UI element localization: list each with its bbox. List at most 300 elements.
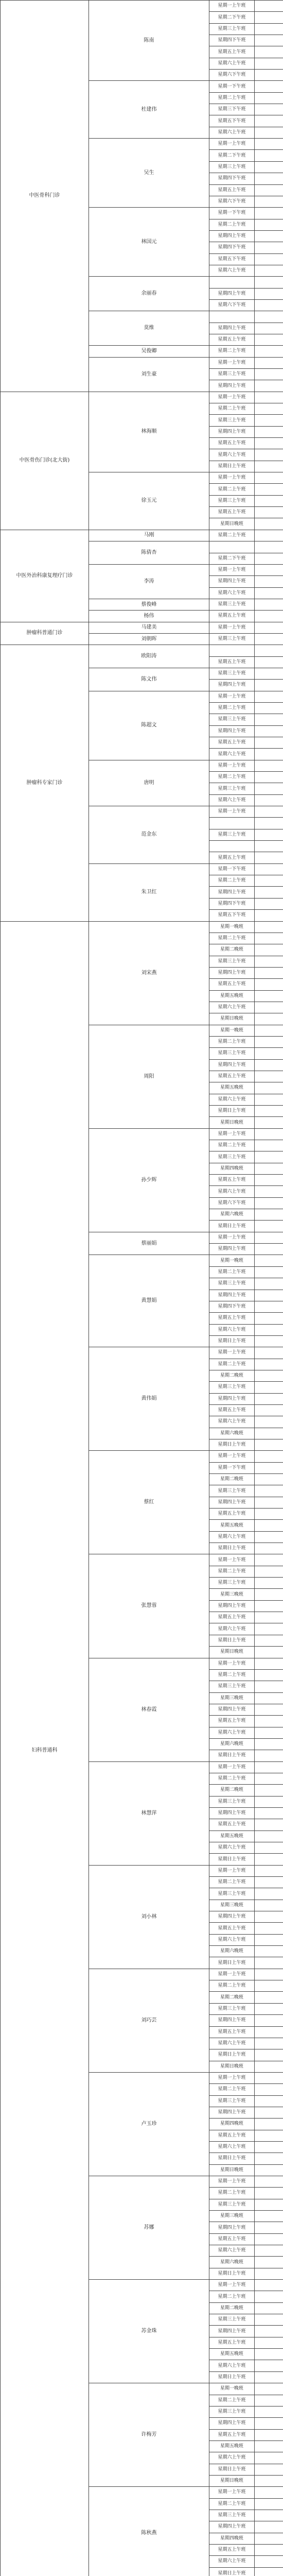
shift-cell: 星期四上午班	[209, 1704, 255, 1715]
blank-cell	[255, 1681, 283, 1692]
blank-cell	[255, 1428, 283, 1439]
shift-cell: 星期五上午班	[209, 1819, 255, 1831]
blank-cell	[255, 1888, 283, 1900]
blank-cell	[255, 1048, 283, 1059]
blank-cell	[255, 1704, 283, 1715]
doctor-name: 张慧蓉	[89, 1554, 209, 1658]
doctor-name: 刘小林	[89, 1865, 209, 1969]
blank-cell	[255, 161, 283, 173]
shift-cell: 星期一上午班	[209, 1554, 255, 1566]
blank-cell	[255, 150, 283, 161]
blank-cell	[255, 1911, 283, 1923]
blank-cell	[255, 1497, 283, 1508]
shift-cell: 星期三上午班	[209, 1048, 255, 1059]
blank-cell	[255, 139, 283, 150]
blank-cell	[255, 115, 283, 127]
blank-cell	[255, 1370, 283, 1381]
shift-cell: 星期四上午班	[209, 288, 255, 299]
department-name: 肿瘤科普通门诊	[1, 622, 89, 645]
shift-cell: 星期六晚班	[209, 1428, 255, 1439]
shift-cell: 星期三上午班	[209, 1681, 255, 1692]
doctor-name: 徐玉元	[89, 472, 209, 530]
shift-cell: 星期日上午班	[209, 1957, 255, 1969]
blank-cell	[255, 1819, 283, 1831]
shift-cell: 星期五上午班	[209, 438, 255, 449]
blank-cell	[255, 1301, 283, 1312]
blank-cell	[255, 2521, 283, 2533]
shift-cell: 星期三晚班	[209, 1589, 255, 1600]
blank-cell	[255, 2141, 283, 2153]
blank-cell	[255, 334, 283, 345]
doctor-name: 林春霞	[89, 1658, 209, 1761]
shift-cell: 星期四下午班	[209, 1301, 255, 1312]
shift-cell: 星期五晚班	[209, 2441, 255, 2452]
blank-cell	[255, 1094, 283, 1105]
shift-cell: 星期五晚班	[209, 1831, 255, 1842]
blank-cell	[255, 622, 283, 633]
shift-cell: 星期三上午班	[209, 783, 255, 794]
shift-cell: 星期四晚班	[209, 2533, 255, 2544]
doctor-name: 吴生	[89, 139, 209, 208]
shift-cell	[209, 277, 255, 288]
doctor-name: 许梅芳	[89, 2383, 209, 2487]
shift-cell: 星期日上午班	[209, 1335, 255, 1347]
shift-cell: 星期六上午班	[209, 1531, 255, 1543]
shift-cell: 星期四上午班	[209, 2521, 255, 2533]
blank-cell	[255, 1509, 283, 1520]
blank-cell	[255, 1290, 283, 1301]
shift-cell: 星期四上午班	[209, 380, 255, 392]
shift-cell: 星期二上午班	[209, 219, 255, 230]
blank-cell	[255, 1359, 283, 1370]
blank-cell	[255, 2038, 283, 2049]
shift-cell: 星期一上午班	[209, 1347, 255, 1359]
blank-cell	[255, 979, 283, 990]
blank-cell	[255, 1692, 283, 1704]
shift-cell: 星期六上午班	[209, 2141, 255, 2153]
blank-cell	[255, 863, 283, 875]
blank-cell	[255, 35, 283, 46]
blank-cell	[255, 2544, 283, 2555]
blank-cell	[255, 921, 283, 933]
doctor-name: 黄慧娟	[89, 1255, 209, 1347]
shift-cell	[209, 645, 255, 656]
shift-cell: 星期三上午班	[209, 2199, 255, 2210]
blank-cell	[255, 70, 283, 81]
blank-cell	[255, 2003, 283, 2014]
shift-cell: 星期二上午班	[209, 2291, 255, 2302]
shift-cell: 星期一晚班	[209, 1255, 255, 1266]
shift-cell: 星期一上午班	[209, 691, 255, 702]
blank-cell	[255, 2487, 283, 2498]
blank-cell	[255, 1335, 283, 1347]
blank-cell	[255, 967, 283, 978]
blank-cell	[255, 1554, 283, 1566]
blank-cell	[255, 2464, 283, 2475]
shift-cell: 星期日上午班	[209, 1439, 255, 1450]
shift-cell: 星期五上午班	[209, 2544, 255, 2555]
blank-cell	[255, 1957, 283, 1969]
shift-cell: 星期二上午班	[209, 2084, 255, 2095]
blank-cell	[255, 1566, 283, 1577]
blank-cell	[255, 875, 283, 887]
shift-cell: 星期二上午班	[209, 702, 255, 714]
blank-cell	[255, 737, 283, 749]
shift-cell: 星期日晚班	[209, 2061, 255, 2072]
shift-cell: 星期三上午班	[209, 23, 255, 35]
shift-cell: 星期六下午班	[209, 299, 255, 311]
table-row	[1, 530, 283, 541]
shift-cell: 星期四上午班	[209, 1244, 255, 1255]
shift-cell: 星期六晚班	[209, 1738, 255, 1750]
blank-cell	[255, 1865, 283, 1876]
blank-cell	[255, 898, 283, 909]
shift-cell: 星期五晚班	[209, 1082, 255, 1094]
shift-cell: 星期六上午班	[209, 1324, 255, 1335]
shift-cell: 星期四晚班	[209, 2119, 255, 2130]
blank-cell	[255, 1175, 283, 1186]
blank-cell	[255, 1186, 283, 1197]
blank-cell	[255, 253, 283, 265]
blank-cell	[255, 691, 283, 702]
shift-cell: 星期六上午班	[209, 1416, 255, 1428]
shift-cell: 星期日晚班	[209, 1117, 255, 1128]
shift-cell: 星期一上午班	[209, 139, 255, 150]
blank-cell	[255, 1727, 283, 1738]
blank-cell	[255, 2072, 283, 2083]
blank-cell	[255, 2360, 283, 2371]
shift-cell: 星期三上午班	[209, 495, 255, 506]
blank-cell	[255, 990, 283, 1002]
shift-cell: 星期五上午班	[209, 2026, 255, 2038]
shift-cell: 星期四上午班	[209, 323, 255, 334]
blank-cell	[255, 1404, 283, 1416]
blank-cell	[255, 910, 283, 921]
blank-cell	[255, 1600, 283, 1612]
shift-cell: 星期三上午班	[209, 2095, 255, 2107]
shift-cell: 星期日上午班	[209, 1221, 255, 1232]
blank-cell	[255, 772, 283, 783]
shift-cell: 星期日上午班	[209, 1854, 255, 1865]
shift-cell: 星期四上午班	[209, 1059, 255, 1071]
shift-cell: 星期三上午班	[209, 1485, 255, 1497]
shift-cell: 星期三上午班	[209, 1796, 255, 1807]
shift-cell: 星期一上午班	[209, 1865, 255, 1876]
blank-cell	[255, 2233, 283, 2245]
blank-cell	[255, 1393, 283, 1404]
doctor-name: 陈倩杏	[89, 541, 209, 565]
blank-cell	[255, 311, 283, 323]
blank-cell	[255, 369, 283, 380]
doctor-name: 蔡丽娟	[89, 1232, 209, 1255]
blank-cell	[255, 1117, 283, 1128]
shift-cell: 星期四上午班	[209, 725, 255, 737]
blank-cell	[255, 46, 283, 58]
blank-cell	[255, 12, 283, 23]
shift-cell: 星期四上午班	[209, 2222, 255, 2233]
shift-cell: 星期五下午班	[209, 910, 255, 921]
shift-cell: 星期二上午班	[209, 530, 255, 541]
blank-cell	[255, 2211, 283, 2222]
blank-cell	[255, 104, 283, 115]
blank-cell	[255, 1140, 283, 1151]
blank-cell	[255, 1635, 283, 1646]
doctor-name: 林国元	[89, 208, 209, 277]
blank-cell	[255, 1439, 283, 1450]
shift-cell: 星期二晚班	[209, 2302, 255, 2314]
blank-cell	[255, 1209, 283, 1221]
doctor-name: 唐明	[89, 760, 209, 806]
blank-cell	[255, 2280, 283, 2291]
shift-cell: 星期五下午班	[209, 253, 255, 265]
blank-cell	[255, 1025, 283, 1036]
blank-cell	[255, 2349, 283, 2360]
shift-cell: 星期三上午班	[209, 2314, 255, 2326]
blank-cell	[255, 1278, 283, 1290]
shift-cell: 星期四上午班	[209, 967, 255, 978]
shift-cell: 星期二上午班	[209, 92, 255, 104]
shift-cell: 星期一上午班	[209, 760, 255, 771]
shift-cell: 星期一上午班	[209, 1761, 255, 1773]
blank-cell	[255, 1255, 283, 1266]
blank-cell	[255, 1900, 283, 1911]
blank-cell	[255, 1462, 283, 1473]
blank-cell	[255, 668, 283, 679]
shift-cell: 星期日上午班	[209, 2567, 255, 2576]
shift-cell: 星期二上午班	[209, 1359, 255, 1370]
shift-cell: 星期六上午班	[209, 2360, 255, 2371]
shift-cell: 星期二上午班	[209, 346, 255, 357]
blank-cell	[255, 2371, 283, 2383]
blank-cell	[255, 2015, 283, 2026]
blank-cell	[255, 852, 283, 863]
shift-cell: 星期六下午班	[209, 196, 255, 207]
shift-cell: 星期二上午班	[209, 1266, 255, 1278]
blank-cell	[255, 1658, 283, 1669]
blank-cell	[255, 587, 283, 599]
shift-cell: 星期六上午班	[209, 2038, 255, 2049]
blank-cell	[255, 2533, 283, 2544]
blank-cell	[255, 127, 283, 138]
blank-cell	[255, 841, 283, 852]
shift-cell: 星期六上午班	[209, 2245, 255, 2257]
shift-cell: 星期二上午班	[209, 1877, 255, 1888]
doctor-name: 欧阳涛	[89, 645, 209, 668]
shift-cell: 星期三上午班	[209, 1888, 255, 1900]
shift-cell: 星期二下午班	[209, 150, 255, 161]
blank-cell	[255, 2418, 283, 2429]
table-row	[1, 921, 283, 933]
shift-cell: 星期六上午班	[209, 2556, 255, 2567]
shift-cell: 星期五上午班	[209, 184, 255, 196]
shift-cell: 星期四晚班	[209, 1163, 255, 1174]
shift-cell: 星期二晚班	[209, 944, 255, 956]
blank-cell	[255, 1520, 283, 1531]
blank-cell	[255, 541, 283, 553]
blank-cell	[255, 1531, 283, 1543]
blank-cell	[255, 392, 283, 403]
shift-cell: 星期二下午班	[209, 553, 255, 564]
blank-cell	[255, 173, 283, 184]
blank-cell	[255, 1842, 283, 1854]
shift-cell: 星期四上午班	[209, 1600, 255, 1612]
shift-cell: 星期一晚班	[209, 1025, 255, 1036]
blank-cell	[255, 1382, 283, 1393]
shift-cell: 星期六上午班	[209, 794, 255, 806]
doctor-name: 马建美	[89, 622, 209, 633]
shift-cell	[209, 541, 255, 553]
blank-cell	[255, 2395, 283, 2406]
blank-cell	[255, 438, 283, 449]
shift-cell: 星期四下午班	[209, 898, 255, 909]
shift-cell: 星期三晚班	[209, 1900, 255, 1911]
doctor-name: 刘朝晖	[89, 633, 209, 645]
blank-cell	[255, 1543, 283, 1554]
shift-cell: 星期四上午班	[209, 230, 255, 242]
blank-cell	[255, 794, 283, 806]
blank-cell	[255, 1416, 283, 1428]
shift-cell: 星期五上午班	[209, 2429, 255, 2441]
blank-cell	[255, 196, 283, 207]
shift-cell: 星期二上午班	[209, 484, 255, 495]
shift-cell: 星期二上午班	[209, 2395, 255, 2406]
blank-cell	[255, 2199, 283, 2210]
shift-cell: 星期六上午班	[209, 587, 255, 599]
blank-cell	[255, 1934, 283, 1945]
shift-cell: 星期四上午班	[209, 887, 255, 898]
shift-cell: 星期二上午班	[209, 1773, 255, 1784]
blank-cell	[255, 933, 283, 944]
blank-cell	[255, 564, 283, 575]
shift-cell: 星期六上午班	[209, 1094, 255, 1105]
blank-cell	[255, 2130, 283, 2141]
shift-cell: 星期三上午班	[209, 1382, 255, 1393]
blank-cell	[255, 2302, 283, 2314]
blank-cell	[255, 1002, 283, 1013]
doctor-name: 陈超文	[89, 691, 209, 760]
blank-cell	[255, 2498, 283, 2510]
blank-cell	[255, 449, 283, 461]
shift-cell: 星期三上午班	[209, 2510, 255, 2521]
shift-cell: 星期三上午班	[209, 1578, 255, 1589]
blank-cell	[255, 1623, 283, 1635]
doctor-name: 陈南	[89, 1, 209, 81]
blank-cell	[255, 2452, 283, 2464]
shift-cell: 星期三上午班	[209, 369, 255, 380]
blank-cell	[255, 611, 283, 622]
blank-cell	[255, 680, 283, 691]
doctor-name: 陈秋燕	[89, 2487, 209, 2576]
doctor-name: 黄伟娟	[89, 1347, 209, 1451]
blank-cell	[255, 1313, 283, 1324]
shift-cell: 星期日上午班	[209, 2464, 255, 2475]
blank-cell	[255, 1197, 283, 1209]
blank-cell	[255, 2026, 283, 2038]
blank-cell	[255, 2475, 283, 2486]
shift-cell: 星期日晚班	[209, 2475, 255, 2486]
shift-cell: 星期二上午班	[209, 875, 255, 887]
shift-cell: 星期三上午班	[209, 714, 255, 725]
shift-cell: 星期四上午班	[209, 2015, 255, 2026]
blank-cell	[255, 1324, 283, 1335]
shift-cell: 星期六晚班	[209, 2257, 255, 2268]
doctor-name: 刘宋燕	[89, 921, 209, 1025]
shift-cell: 星期一下午班	[209, 81, 255, 92]
shift-cell: 星期一下午班	[209, 1462, 255, 1473]
blank-cell	[255, 2567, 283, 2576]
blank-cell	[255, 530, 283, 541]
blank-cell	[255, 1578, 283, 1589]
shift-cell: 星期三上午班	[209, 956, 255, 967]
blank-cell	[255, 1750, 283, 1761]
shift-cell: 星期二上午班	[209, 2188, 255, 2199]
doctor-name: 李涛	[89, 564, 209, 599]
shift-cell: 星期二上午班	[209, 1980, 255, 1992]
shift-cell: 星期二上午班	[209, 772, 255, 783]
blank-cell	[255, 507, 283, 518]
shift-cell: 星期二上午班	[209, 1140, 255, 1151]
shift-cell: 星期四上午班	[209, 1911, 255, 1923]
shift-cell: 星期一上午班	[209, 1, 255, 12]
blank-cell	[255, 1485, 283, 1497]
shift-cell: 星期六上午班	[209, 1186, 255, 1197]
shift-cell: 星期六下午班	[209, 70, 255, 81]
blank-cell	[255, 1036, 283, 1047]
shift-cell: 星期三晚班	[209, 2211, 255, 2222]
doctor-name: 周阳	[89, 1025, 209, 1128]
shift-cell: 星期四上午班	[209, 2418, 255, 2429]
blank-cell	[255, 2326, 283, 2337]
shift-cell: 星期二上午班	[209, 1669, 255, 1681]
shift-cell: 星期二下午班	[209, 12, 255, 23]
blank-cell	[255, 887, 283, 898]
shift-cell: 星期二上午班	[209, 1566, 255, 1577]
blank-cell	[255, 230, 283, 242]
blank-cell	[255, 1071, 283, 1082]
blank-cell	[255, 472, 283, 484]
blank-cell	[255, 1232, 283, 1243]
shift-cell: 星期一晚班	[209, 2383, 255, 2395]
blank-cell	[255, 2107, 283, 2118]
blank-cell	[255, 2383, 283, 2395]
blank-cell	[255, 599, 283, 610]
shift-cell: 星期六上午班	[209, 265, 255, 276]
shift-cell: 星期六上午班	[209, 1842, 255, 1854]
blank-cell	[255, 2222, 283, 2233]
shift-cell: 星期三上午班	[209, 599, 255, 610]
shift-cell: 星期一上午班	[209, 2280, 255, 2291]
doctor-name: 蔡红	[89, 1451, 209, 1554]
blank-cell	[255, 81, 283, 92]
blank-cell	[255, 1347, 283, 1359]
shift-cell: 星期二晚班	[209, 1370, 255, 1381]
doctor-name: 刘生豪	[89, 357, 209, 392]
shift-cell: 星期六上午班	[209, 58, 255, 69]
shift-cell: 星期日晚班	[209, 518, 255, 530]
blank-cell	[255, 944, 283, 956]
blank-cell	[255, 818, 283, 829]
shift-cell	[209, 818, 255, 829]
shift-cell: 星期三上午班	[209, 2003, 255, 2014]
blank-cell	[255, 1244, 283, 1255]
shift-cell: 星期五上午班	[209, 611, 255, 622]
shift-cell: 星期二上午班	[209, 2498, 255, 2510]
shift-cell: 星期一上午班	[209, 2176, 255, 2187]
shift-cell: 星期四上午班	[209, 1290, 255, 1301]
shift-cell: 星期三上午班	[209, 633, 255, 645]
shift-cell: 星期日上午班	[209, 1635, 255, 1646]
shift-cell: 星期日晚班	[209, 1013, 255, 1025]
